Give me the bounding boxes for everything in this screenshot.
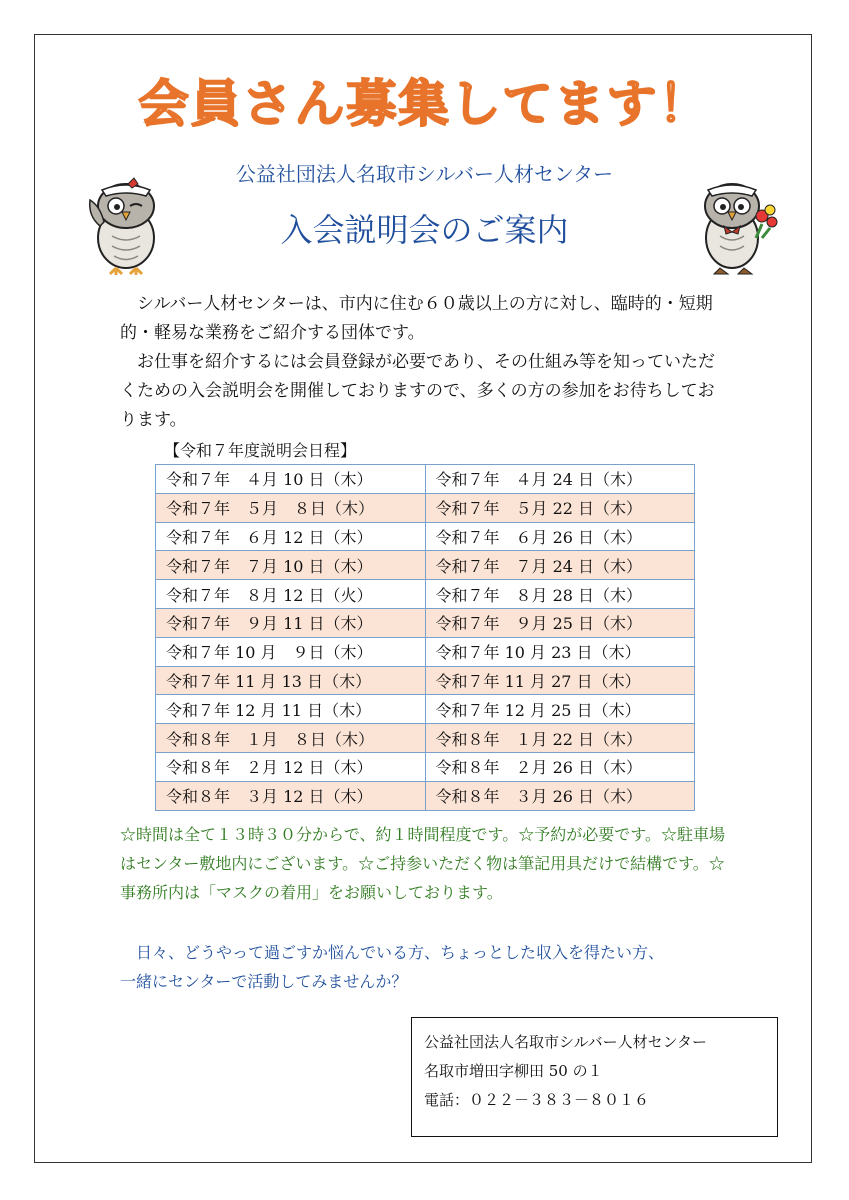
- schedule-date: 令和７年 11 月 13 日（木）: [156, 666, 426, 695]
- owl-mascot-right-illustration: [690, 176, 780, 276]
- table-row: [156, 752, 695, 781]
- schedule-date: 令和７年 ８月 12 日（火）: [156, 580, 426, 609]
- intro-paragraph-1: シルバー人材センターは、市内に住む６０歳以上の方に対し、臨時的・短期的・軽易な業務をご紹介する団体です。: [120, 294, 713, 343]
- schedule-date: 令和７年 ６月 12 日（木）: [156, 522, 426, 551]
- table-row: [156, 522, 695, 551]
- schedule-table: [155, 464, 695, 811]
- organization-name: 公益社団法人名取市シルバー人材センター: [235, 162, 614, 186]
- schedule-date: 令和７年 ７月 10 日（木）: [156, 551, 426, 580]
- table-row: [156, 666, 695, 695]
- schedule-date: 令和７年 ６月 26 日（木）: [425, 522, 695, 551]
- table-row: [156, 781, 695, 810]
- table-row: [156, 608, 695, 637]
- schedule-date: 令和８年 １月 ８日（木）: [156, 724, 426, 753]
- schedule-date: 令和７年 10 月 ９日（木）: [156, 637, 426, 666]
- schedule-date: 令和７年 12 月 11 日（木）: [156, 695, 426, 724]
- closing-line-2: 一緒にセンターで活動してみませんか？: [120, 972, 408, 991]
- event-notes: ☆時間は全て１３時３０分からで、約１時間程度です。☆予約が必要です。☆駐車場はセンター敷地内にございます。☆ご持参いただく物は筆記用具だけで結構です。☆事務所内は「マスクの着用」をお願いしております。: [120, 825, 725, 902]
- table-row: [156, 637, 695, 666]
- contact-address: 名取市増田字柳田 50 の１: [424, 1062, 603, 1080]
- schedule-date: 令和８年 ２月 12 日（木）: [156, 752, 426, 781]
- schedule-date: 令和８年 １月 22 日（木）: [425, 724, 695, 753]
- schedule-date: 令和７年 12 月 25 日（木）: [425, 695, 695, 724]
- table-row: [156, 551, 695, 580]
- contact-name: 公益社団法人名取市シルバー人材センター: [424, 1033, 707, 1051]
- schedule-date: 令和７年 11 月 27 日（木）: [425, 666, 695, 695]
- schedule-date: 令和７年 ５月 ８日（木）: [156, 493, 426, 522]
- page-subtitle: 入会説明会のご案内: [280, 211, 569, 249]
- headline: 会員さん募集してます！: [138, 75, 711, 133]
- table-row: [156, 580, 695, 609]
- table-row: [156, 724, 695, 753]
- schedule-date: 令和７年 ５月 22 日（木）: [425, 493, 695, 522]
- schedule-date: 令和７年 ７月 24 日（木）: [425, 551, 695, 580]
- intro-paragraph-2: お仕事を紹介するには会員登録が必要であり、その仕組み等を知っていただくための入会説明会を開催しておりますので、多くの方の参加をお待ちしております。: [120, 352, 715, 430]
- closing-line-1: 日々、どうやって過ごすか悩んでいる方、ちょっとした収入を得たい方、: [136, 943, 665, 962]
- contact-box: [411, 1017, 778, 1137]
- schedule-date: 令和７年 10 月 23 日（木）: [425, 637, 695, 666]
- table-row: [156, 465, 695, 494]
- schedule-date: 令和７年 ９月 11 日（木）: [156, 608, 426, 637]
- schedule-date: 令和７年 ９月 25 日（木）: [425, 608, 695, 637]
- schedule-date: 令和８年 ２月 26 日（木）: [425, 752, 695, 781]
- owl-mascot-left-illustration: [78, 176, 168, 276]
- table-row: [156, 493, 695, 522]
- schedule-date: 令和７年 ８月 28 日（木）: [425, 580, 695, 609]
- closing-message: [120, 938, 760, 996]
- contact-phone: 電話：０２２－３８３－８０１６: [424, 1091, 650, 1109]
- table-row: [156, 695, 695, 724]
- schedule-date: 令和７年 ４月 10 日（木）: [156, 465, 426, 494]
- schedule-date: 令和７年 ４月 24 日（木）: [425, 465, 695, 494]
- schedule-label: 【令和７年度説明会日程】: [164, 441, 357, 460]
- schedule-date: 令和８年 ３月 12 日（木）: [156, 781, 426, 810]
- schedule-date: 令和８年 ３月 26 日（木）: [425, 781, 695, 810]
